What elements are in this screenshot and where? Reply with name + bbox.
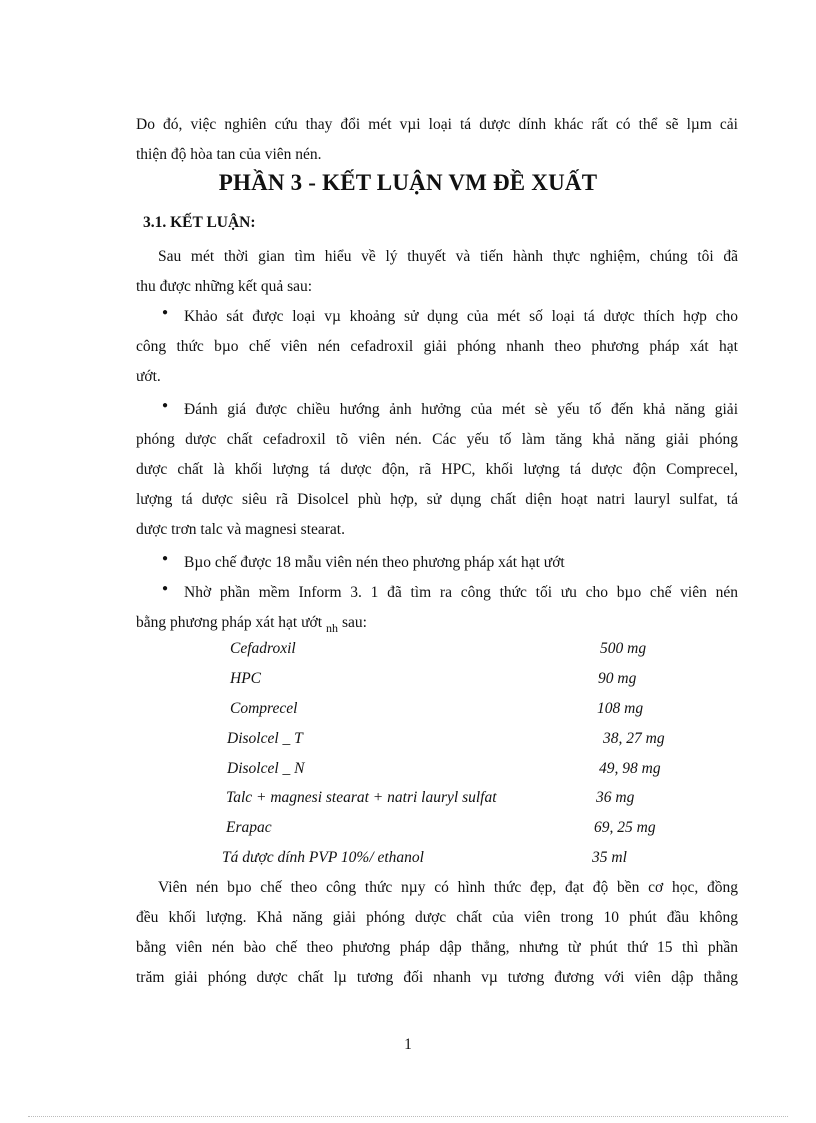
bullet-line-text: bằng phương pháp xát hạt ướt (136, 614, 323, 631)
intro-paragraph (136, 110, 738, 170)
ingredient-name: Comprecel (230, 700, 298, 717)
bullet-item (136, 302, 738, 392)
ingredient-amount: 108 mg (597, 700, 644, 717)
ingredient-name: Erapac (226, 819, 272, 836)
closing-paragraph (136, 873, 738, 993)
section-heading: PHẦN 3 - KẾT LUẬN VM ĐỀ XUẤT (218, 170, 598, 195)
bullet-line: công thức bµo chế viên nén cefadroxil giải phóng nhanh theo phương pháp xát hạt (136, 338, 738, 355)
ingredient-amount: 35 ml (592, 849, 627, 866)
bullet-dot-icon: ● (162, 400, 169, 411)
bullet-line: Bµo chế được 18 mẫu viên nén theo phương pháp xát hạt ướt (184, 554, 565, 571)
ingredient-amount: 500 mg (600, 640, 647, 657)
subscript-fragment: nh (326, 621, 339, 635)
ingredient-name: Tá dược dính PVP 10%/ ethanol (222, 849, 424, 866)
bullet-line: lượng tá dược siêu rã Disolcel phù hợp, sử dụng chất diện hoạt natri lauryl sulfat, tá (136, 491, 738, 508)
ingredient-amount: 69, 25 mg (594, 819, 656, 836)
ingredient-name: Cefadroxil (230, 640, 296, 657)
summary-paragraph (136, 242, 738, 302)
ingredient-name: Disolcel _ T (227, 730, 303, 747)
ingredient-amount: 90 mg (598, 670, 637, 687)
bullet-item (136, 395, 738, 545)
subsection-heading: 3.1. KẾT LUẬN: (143, 214, 256, 231)
bullet-dot-icon: ● (162, 553, 169, 564)
closing-line: Viên nén bµo chế theo công thức nµy có hình thức đẹp, đạt độ bền cơ học, đồng (158, 879, 738, 896)
ingredient-name: Disolcel _ N (227, 760, 305, 777)
closing-line: bằng viên nén bào chế theo phương pháp dập thẳng, nhưng từ phút thứ 15 thì phần (136, 939, 738, 956)
bullet-line: Nhờ phần mềm Inform 3. 1 đã tìm ra công thức tối ưu cho bµo chế viên nén (184, 584, 738, 601)
summary-line-1: Sau mét thời gian tìm hiểu về lý thuyết và tiến hành thực nghiệm, chúng tôi đã (158, 248, 738, 265)
bullet-line-tail: sau: (342, 614, 367, 631)
bullet-item (136, 548, 738, 578)
bullet-line: Đánh giá được chiều hướng ảnh hưởng của mét sè yếu tố đến khả năng giải (184, 401, 738, 418)
bullet-line: dược chất là khối lượng tá dược độn, rã HPC, khối lượng tá dược độn Comprecel, (136, 461, 738, 478)
bullet-line: Khảo sát được loại vµ khoảng sử dụng của mét số loại tá dược thích hợp cho (184, 308, 738, 325)
intro-line-2: thiện độ hòa tan của viên nén. (136, 146, 322, 163)
bullet-item (136, 578, 738, 638)
summary-line-2: thu được những kết quả sau: (136, 278, 313, 295)
bullet-dot-icon: ● (162, 583, 169, 594)
ingredient-name: HPC (230, 670, 261, 687)
ingredient-name: Talc + magnesi stearat + natri lauryl sulfat (226, 789, 497, 806)
intro-line-1: Do đó, việc nghiên cứu thay đổi mét vµi loại tá dược dính khác rất có thể sẽ lµm cải (136, 116, 738, 133)
bullet-line: ướt. (136, 368, 161, 385)
ingredient-amount: 36 mg (596, 789, 635, 806)
bullet-line: dược trơn talc và magnesi stearat. (136, 521, 345, 538)
bullet-line: phóng dược chất cefadroxil tõ viên nén. Các yếu tố làm tăng khả năng giải phóng (136, 431, 738, 448)
ingredient-amount: 38, 27 mg (603, 730, 665, 747)
ingredient-amount: 49, 98 mg (599, 760, 661, 777)
closing-line: đều khối lượng. Khả năng giải phóng dược chất của viên trong 10 phút đầu không (136, 909, 738, 926)
page-number: 1 (404, 1036, 412, 1053)
bullet-dot-icon: ● (162, 307, 169, 318)
page-bottom-border (28, 1116, 788, 1117)
closing-line: trăm giải phóng dược chất lµ tương đối nhanh vµ tương đương với viên dập thẳng (136, 969, 738, 986)
bullet-line (136, 608, 738, 638)
